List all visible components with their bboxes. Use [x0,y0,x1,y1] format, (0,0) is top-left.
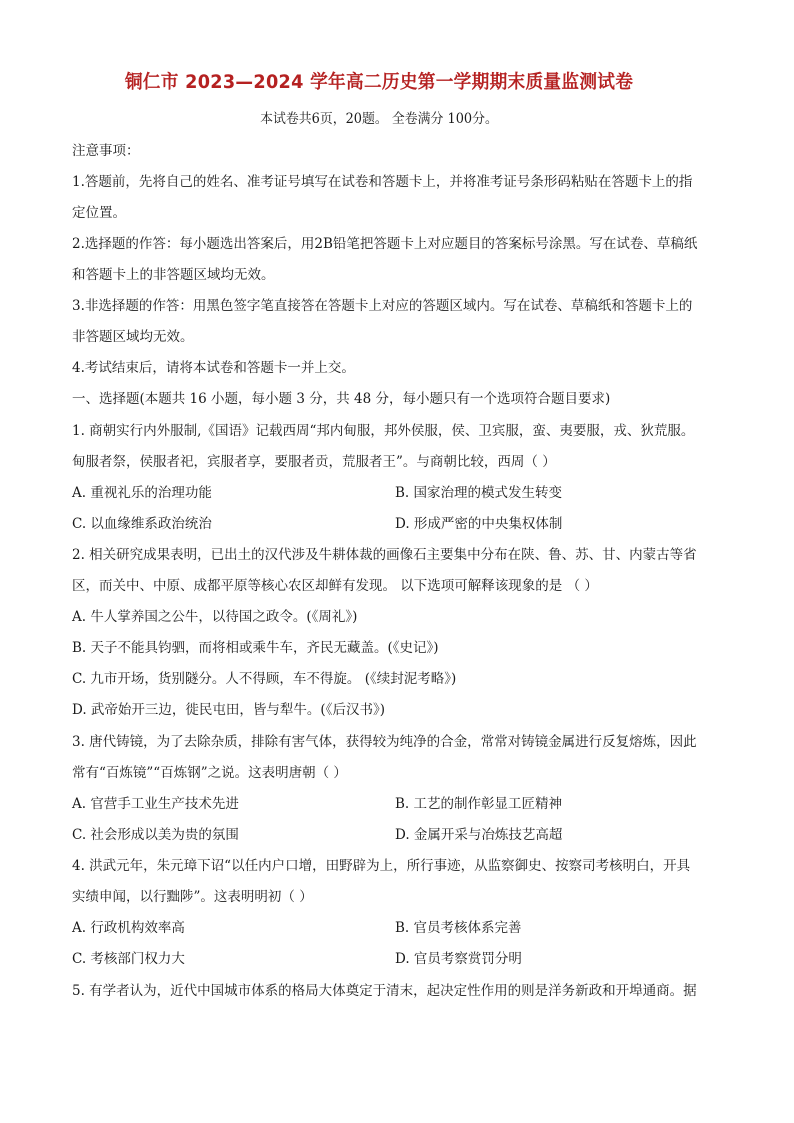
question-stem: 1. 商朝实行内外服制,《国语》记载西周“邦内甸服，邦外侯服，侯、卫宾服，蛮、夷要服，戎、狄荒服。 [72,423,695,439]
notice-line: 定位置。 [72,205,126,221]
question-stem: 3. 唐代铸镜，为了去除杂质，排除有害气体，获得较为纯净的合金，常常对铸镜金属进行反复熔炼，因此 [72,734,697,750]
option-b: B. 国家治理的模式发生转变 [395,485,563,501]
question-stem: 4. 洪武元年，朱元璋下诏“以任内户口增，田野辟为上，所行事迹，从监察御史、按察司考核明白，开具 [72,858,691,874]
option-b: B. 天子不能具钧驷，而将相或乘牛车，齐民无藏盖。(《史记》) [72,640,439,656]
question-stem: 实绩申闻，以行黜陟”。这表明明初（ ） [72,889,313,905]
notice-line: 和答题卡上的非答题区域均无效。 [72,267,275,283]
option-c: C. 九市开场，货别隧分。人不得顾，车不得旋。 (《续封泥考略》) [72,671,457,687]
notice-line: 1.答题前，先将自己的姓名、准考证号填写在试卷和答题卡上，并将准考证号条形码粘贴在答题卡上的指 [72,174,693,190]
question-stem: 区，而关中、中原、成都平原等核心农区却鲜有发现。 以下选项可解释该现象的是 （ ） [72,578,598,594]
exam-title: 铜仁市 2023—2024 学年高二历史第一学期期末质量监测试卷 [124,72,634,93]
notice-line: 4.考试结束后，请将本试卷和答题卡一并上交。 [72,360,355,376]
option-a: A. 重视礼乐的治理功能 [72,485,212,501]
option-a: A. 牛人掌养国之公牛，以待国之政令。(《周礼》) [72,609,358,625]
option-c: C. 社会形成以美为贵的氛围 [72,827,239,843]
option-d: D. 金属开采与冶炼技艺高超 [395,827,563,843]
option-b: B. 官员考核体系完善 [395,920,522,936]
option-b: B. 工艺的制作彰显工匠精神 [395,796,563,812]
notice-line: 3.非选择题的作答：用黑色签字笔直接答在答题卡上对应的答题区域内。写在试卷、草稿纸和答题卡上的 [72,298,693,314]
option-c: C. 以血缘维系政治统治 [72,516,212,532]
question-stem: 2. 相关研究成果表明，已出土的汉代涉及牛耕体裁的画像石主要集中分布在陕、鲁、苏、甘、内蒙古等省 [72,547,697,563]
option-a: A. 官营手工业生产技术先进 [72,796,239,812]
notice-line: 非答题区域均无效。 [72,329,194,345]
option-d: D. 形成严密的中央集权体制 [395,516,563,532]
option-a: A. 行政机构效率高 [72,920,185,936]
notice-heading: 注意事项： [72,143,140,159]
option-c: C. 考核部门权力大 [72,951,185,967]
question-stem: 甸服者祭，侯服者祀，宾服者享，要服者贡，荒服者王”。与商朝比较，西周（ ） [72,454,556,470]
option-d: D. 官员考察赏罚分明 [395,951,522,967]
option-d: D. 武帝始开三边，徙民屯田，皆与犁牛。(《后汉书》) [72,702,385,718]
question-stem: 常有“百炼镜”“百炼钢”之说。这表明唐朝（ ） [72,765,347,781]
question-stem: 5. 有学者认为，近代中国城市体系的格局大体奠定于清末，起决定性作用的则是洋务新政和开埠通商。据 [72,983,697,999]
notice-line: 2.选择题的作答：每小题选出答案后，用2B铅笔把答题卡上对应题目的答案标号涂黑。写在试卷、草稿纸 [72,236,698,252]
exam-subtitle: 本试卷共6页，20题。 全卷满分 100分。 [260,111,498,127]
section-heading: 一、选择题(本题共 16 小题，每小题 3 分，共 48 分，每小题只有一个选项符合题目要求) [72,391,611,407]
